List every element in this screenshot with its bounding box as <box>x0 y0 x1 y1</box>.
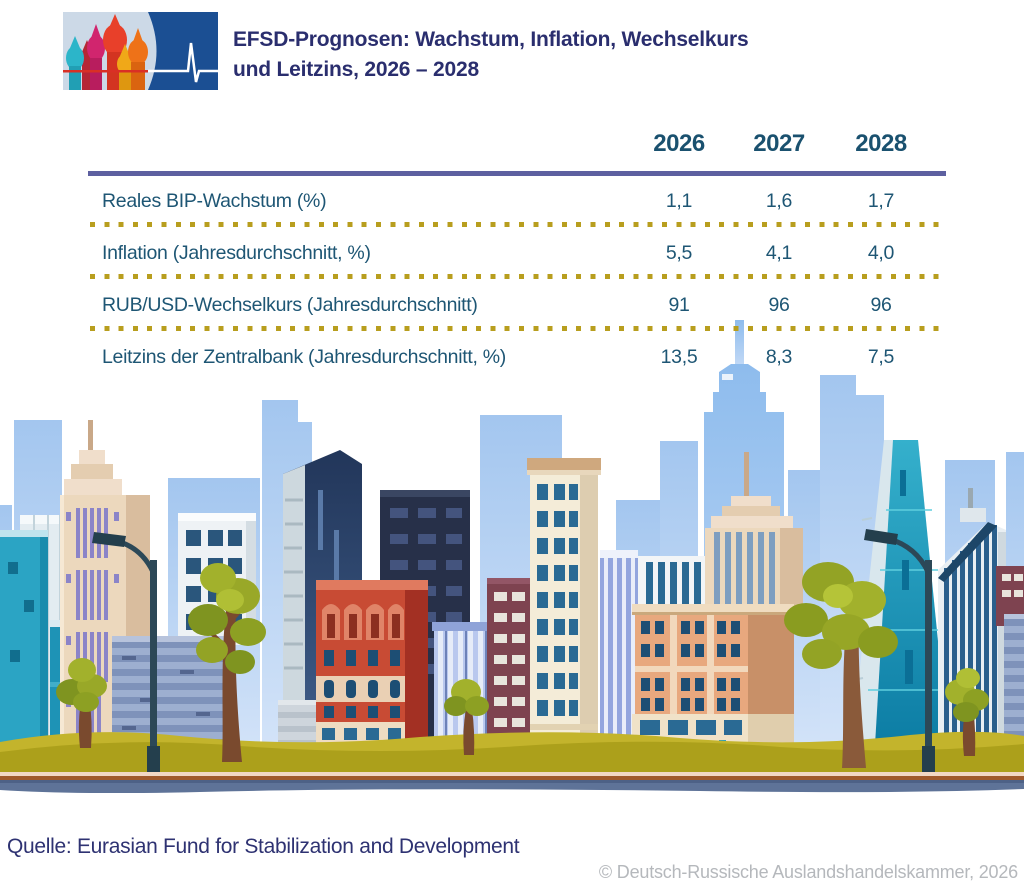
cell-value: 91 <box>668 294 690 316</box>
table-row-gdp <box>88 190 946 216</box>
cell-value: 4,1 <box>765 242 793 264</box>
building-maroon-grid <box>487 578 532 758</box>
cell-value: 5,5 <box>665 242 693 264</box>
ahk-russland-logo <box>63 12 218 90</box>
cell-value: 1,7 <box>867 190 895 212</box>
dotted-separator <box>90 326 944 331</box>
forecast-table <box>88 130 946 382</box>
cell-value: 1,1 <box>665 190 693 212</box>
building-red-brick <box>316 580 428 758</box>
city-skyline-illustration <box>0 318 1024 793</box>
cell-value: 8,3 <box>765 346 793 368</box>
title-line-1: EFSD-Prognosen: Wachstum, Inflation, Wechselkurs <box>233 28 749 51</box>
dotted-separator <box>90 274 944 279</box>
table-row-inflation <box>88 242 946 268</box>
cell-value: 96 <box>768 294 790 316</box>
building-cream-tower <box>527 458 601 758</box>
cell-value: 7,5 <box>867 346 895 368</box>
column-header-2027: 2027 <box>753 130 805 157</box>
row-label: RUB/USD-Wechselkurs (Jahresdurchschnitt) <box>102 294 478 316</box>
table-row-exchange-rate <box>88 294 946 320</box>
column-header-2026: 2026 <box>653 130 705 157</box>
cell-value: 13,5 <box>660 346 698 368</box>
title-line-2: und Leitzins, 2026 – 2028 <box>233 58 479 81</box>
cell-value: 96 <box>870 294 892 316</box>
column-header-2028: 2028 <box>855 130 907 157</box>
source-note: Quelle: Eurasian Fund for Stabilization and Development <box>7 835 520 858</box>
logo-red-line <box>63 70 148 73</box>
cell-value: 1,6 <box>765 190 793 212</box>
table-row-key-rate <box>88 346 946 372</box>
road <box>0 772 1024 793</box>
cell-value: 4,0 <box>867 242 895 264</box>
row-label: Reales BIP-Wachstum (%) <box>102 190 327 212</box>
copyright-note: © Deutsch-Russische Auslandshandelskammer, 2026 <box>598 862 1018 882</box>
dotted-separator <box>90 222 944 227</box>
row-label: Inflation (Jahresdurchschnitt, %) <box>102 242 371 264</box>
header-rule <box>88 171 946 176</box>
page-title <box>233 25 793 85</box>
row-label: Leitzins der Zentralbank (Jahresdurchschnitt, %) <box>102 346 506 368</box>
